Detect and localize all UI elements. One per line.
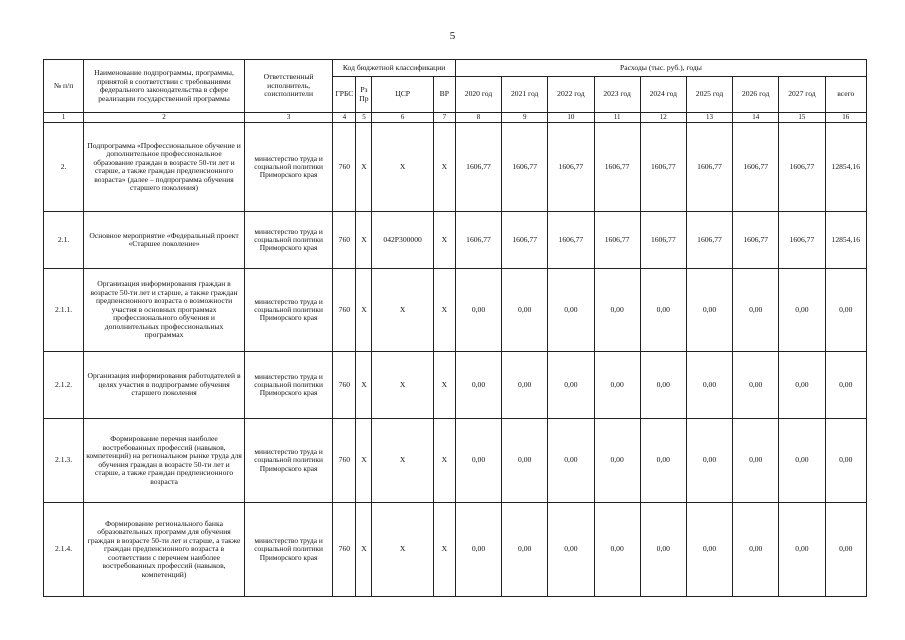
header-year: всего (825, 77, 866, 113)
row-csr: Х (372, 123, 433, 212)
row-year-value: 1606,77 (455, 123, 501, 212)
row-name: Формирование перечня наиболее востребованных профессий (навыков, компетенций) на региональном рынке труда для обучения граждан в возрасте 50-ти лет и старше, а также граждан предпенсионного возраста (84, 419, 245, 503)
row-executor: министерство труда и социальной политики Приморского края (244, 212, 332, 269)
column-number: 13 (686, 113, 732, 123)
row-name: Формирование регионального банка образовательных программ для обучения граждан в возрасте 50-ти лет и старше, а также граждан предпенсионного возраста в соответствии с перечнем наиболее востребованных профессий (навыков, компетенций) (84, 503, 245, 597)
row-year-value: 0,00 (502, 503, 548, 597)
row-rzpr: Х (356, 123, 372, 212)
row-year-value: 0,00 (686, 352, 732, 419)
row-number: 2.1.1. (44, 269, 84, 352)
table-row (44, 503, 867, 597)
row-year-value: 0,00 (733, 352, 779, 419)
row-year-value: 0,00 (686, 269, 732, 352)
row-year-value: 0,00 (733, 269, 779, 352)
row-year-value: 0,00 (455, 269, 501, 352)
row-vr: Х (433, 269, 455, 352)
row-year-value: 0,00 (686, 419, 732, 503)
column-number: 15 (779, 113, 825, 123)
row-year-value: 0,00 (779, 269, 825, 352)
row-year-value: 0,00 (548, 503, 594, 597)
row-year-value: 0,00 (640, 269, 686, 352)
row-name: Основное мероприятие «Федеральный проект «Старшее поколение» (84, 212, 245, 269)
row-executor: министерство труда и социальной политики Приморского края (244, 419, 332, 503)
row-year-value: 1606,77 (779, 212, 825, 269)
row-csr: 042P300000 (372, 212, 433, 269)
column-number: 5 (356, 113, 372, 123)
row-name: Организация информирования граждан в возрасте 50-ти лет и старше, а также граждан предпенсионного возраста о возможности участия в основных программах профессионального обучения и дополнительных профессиональных программах (84, 269, 245, 352)
row-year-value: 1606,77 (594, 212, 640, 269)
row-number: 2.1.3. (44, 419, 84, 503)
row-executor: министерство труда и социальной политики Приморского края (244, 269, 332, 352)
row-year-value: 0,00 (640, 419, 686, 503)
row-number: 2.1. (44, 212, 84, 269)
row-year-value: 0,00 (455, 352, 501, 419)
header-year: 2026 год (733, 77, 779, 113)
row-year-value: 0,00 (594, 352, 640, 419)
row-executor: министерство труда и социальной политики Приморского края (244, 352, 332, 419)
row-year-value: 1606,77 (779, 123, 825, 212)
column-number: 4 (333, 113, 356, 123)
row-year-value: 1606,77 (502, 123, 548, 212)
header-year: 2020 год (455, 77, 501, 113)
header-csr: ЦСР (372, 77, 433, 113)
row-year-value: 0,00 (548, 269, 594, 352)
row-number: 2. (44, 123, 84, 212)
row-number: 2.1.2. (44, 352, 84, 419)
row-year-value: 1606,77 (733, 123, 779, 212)
row-year-value: 1606,77 (502, 212, 548, 269)
row-year-value: 0,00 (548, 419, 594, 503)
row-year-value: 0,00 (779, 503, 825, 597)
header-budget-classification: Код бюджетной классификации (333, 60, 456, 77)
row-total: 12854,16 (825, 212, 866, 269)
header-year: 2022 год (548, 77, 594, 113)
row-year-value: 1606,77 (640, 212, 686, 269)
row-year-value: 1606,77 (733, 212, 779, 269)
row-year-value: 0,00 (548, 352, 594, 419)
row-year-value: 1606,77 (686, 123, 732, 212)
row-vr: Х (433, 503, 455, 597)
row-year-value: 0,00 (733, 419, 779, 503)
row-year-value: 0,00 (455, 503, 501, 597)
column-number: 11 (594, 113, 640, 123)
row-rzpr: Х (356, 269, 372, 352)
row-year-value: 0,00 (502, 419, 548, 503)
row-executor: министерство труда и социальной политики Приморского края (244, 503, 332, 597)
table-row (44, 352, 867, 419)
row-year-value: 0,00 (640, 352, 686, 419)
row-name: Организация информирования работодателей в целях участия в подпрограмме обучения старшего поколения (84, 352, 245, 419)
header-year: 2021 год (502, 77, 548, 113)
row-year-value: 0,00 (779, 352, 825, 419)
column-number: 7 (433, 113, 455, 123)
row-vr: Х (433, 212, 455, 269)
row-year-value: 1606,77 (594, 123, 640, 212)
row-total: 0,00 (825, 419, 866, 503)
row-csr: Х (372, 269, 433, 352)
row-total: 12854,16 (825, 123, 866, 212)
column-number: 3 (244, 113, 332, 123)
row-year-value: 0,00 (502, 352, 548, 419)
row-vr: Х (433, 352, 455, 419)
header-expenses: Расходы (тыс. руб.), годы (455, 60, 866, 77)
row-name: Подпрограмма «Профессиональное обучение и дополнительное профессиональное образование граждан в возрасте 50-ти лет и старше, а также граждан предпенсионного возраста» (далее – подпрограмма обучения старшего поколения) (84, 123, 245, 212)
row-year-value: 1606,77 (455, 212, 501, 269)
header-executor: Ответственный исполнитель, соисполнители (244, 60, 332, 113)
header-year: 2027 год (779, 77, 825, 113)
row-year-value: 0,00 (686, 503, 732, 597)
budget-table (43, 59, 867, 597)
row-number: 2.1.4. (44, 503, 84, 597)
row-year-value: 0,00 (640, 503, 686, 597)
column-numbers-row (44, 113, 867, 123)
row-year-value: 0,00 (733, 503, 779, 597)
row-year-value: 1606,77 (686, 212, 732, 269)
row-grbs: 760 (333, 269, 356, 352)
table-row (44, 269, 867, 352)
column-number: 1 (44, 113, 84, 123)
row-total: 0,00 (825, 352, 866, 419)
row-year-value: 1606,77 (548, 212, 594, 269)
column-number: 10 (548, 113, 594, 123)
row-vr: Х (433, 419, 455, 503)
row-rzpr: Х (356, 352, 372, 419)
header-year: 2023 год (594, 77, 640, 113)
header-year: 2025 год (686, 77, 732, 113)
row-grbs: 760 (333, 123, 356, 212)
row-rzpr: Х (356, 419, 372, 503)
row-total: 0,00 (825, 269, 866, 352)
column-number: 14 (733, 113, 779, 123)
header-name: Наименование подпрограммы, программы, принятой в соответствии с требованиями федерального законодательства в сфере реализации государственной программы (84, 60, 245, 113)
row-grbs: 760 (333, 212, 356, 269)
row-vr: Х (433, 123, 455, 212)
row-grbs: 760 (333, 352, 356, 419)
row-total: 0,00 (825, 503, 866, 597)
row-rzpr: Х (356, 212, 372, 269)
column-number: 16 (825, 113, 866, 123)
row-year-value: 1606,77 (548, 123, 594, 212)
row-grbs: 760 (333, 419, 356, 503)
table-row (44, 419, 867, 503)
row-year-value: 0,00 (594, 269, 640, 352)
column-number: 2 (84, 113, 245, 123)
row-year-value: 1606,77 (640, 123, 686, 212)
row-year-value: 0,00 (594, 419, 640, 503)
table-row (44, 212, 867, 269)
row-csr: Х (372, 352, 433, 419)
row-executor: министерство труда и социальной политики Приморского края (244, 123, 332, 212)
header-num: № п/п (44, 60, 84, 113)
page-number: 5 (449, 30, 456, 42)
row-grbs: 760 (333, 503, 356, 597)
row-csr: Х (372, 419, 433, 503)
header-vr: ВР (433, 77, 455, 113)
row-csr: Х (372, 503, 433, 597)
column-number: 8 (455, 113, 501, 123)
column-number: 9 (502, 113, 548, 123)
header-grbs: ГРБС (333, 77, 356, 113)
row-year-value: 0,00 (502, 269, 548, 352)
header-year: 2024 год (640, 77, 686, 113)
header-rzpr: Рз Пр (356, 77, 372, 113)
row-rzpr: Х (356, 503, 372, 597)
column-number: 12 (640, 113, 686, 123)
row-year-value: 0,00 (779, 419, 825, 503)
row-year-value: 0,00 (594, 503, 640, 597)
row-year-value: 0,00 (455, 419, 501, 503)
column-number: 6 (372, 113, 433, 123)
table-row (44, 123, 867, 212)
